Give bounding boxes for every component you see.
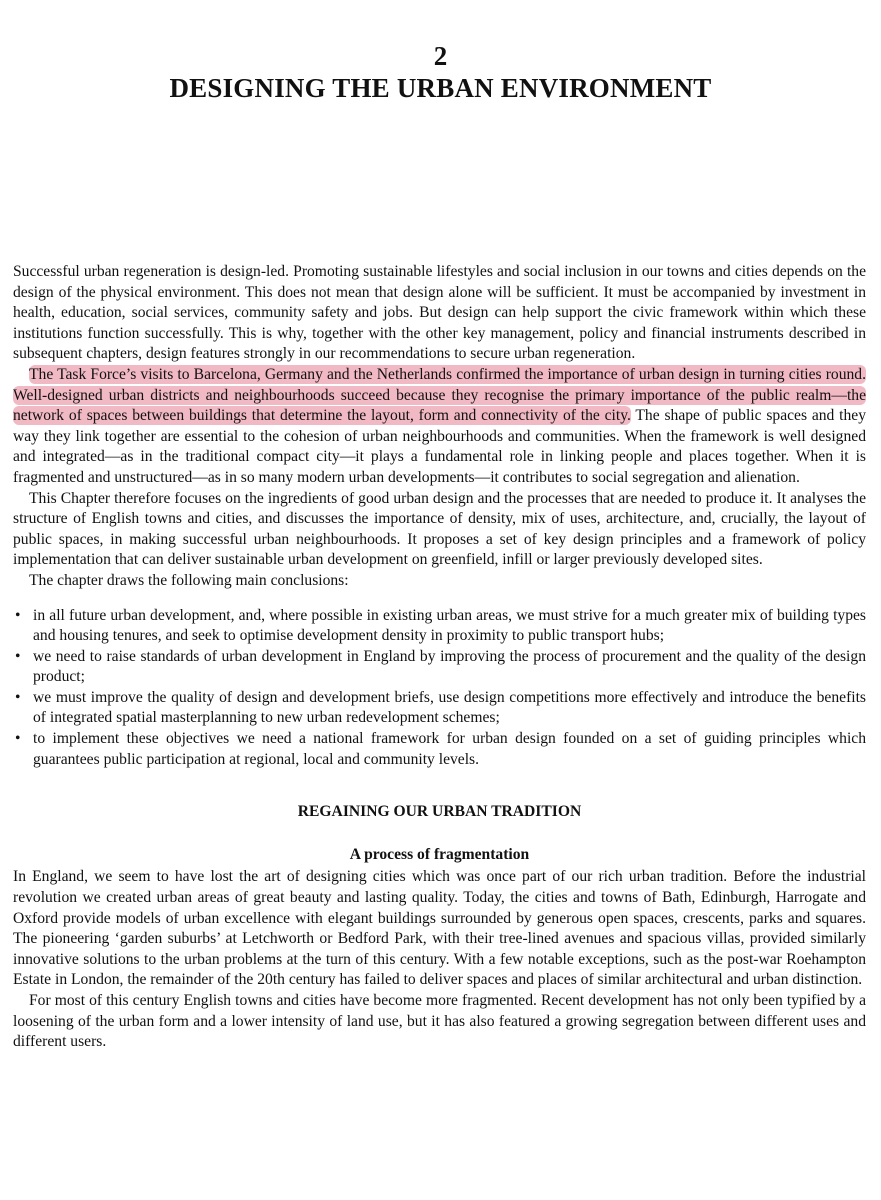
- bullet-icon: •: [15, 730, 21, 748]
- intro-paragraph-2: [13, 365, 866, 489]
- list-item-text: we must improve the quality of design and development briefs, use design competitions more effectively and introduce the benefits of integrated spatial masterplanning to new urban redevelopment schemes;: [33, 688, 866, 727]
- intro-paragraph-2-continuation: The shape of public spaces and they way they link together are essential to the cohesion of urban neighbourhoods and communities. When the framework is well designed and integrated—as in the traditional compact city—it plays a fundamental role in linking people and places together. When it is fragmented and unstructured—as in so many modern urban developments—it contributes to social segregation and alienation.: [13, 407, 866, 486]
- chapter-number: 2: [433, 41, 448, 71]
- intro-paragraph-3: This Chapter therefore focuses on the ingredients of good urban design and the processes that are needed to produce it. It analyses the structure of English towns and cities, and discusses the importance of density, mix of uses, architecture, and, crucially, the layout of public spaces, in making successful urban neighbourhoods. It proposes a set of key design principles and a framework of policy implementation that can deliver sustainable urban development on greenfield, infill or larger previously developed sites.: [13, 489, 866, 569]
- bullet-icon: •: [15, 606, 21, 624]
- list-item-text: we need to raise standards of urban development in England by improving the process of procurement and the quality of the design product;: [33, 647, 866, 686]
- list-item-text: to implement these objectives we need a national framework for urban design founded on a set of guiding principles which guarantees public participation at regional, local and community levels.: [33, 730, 866, 768]
- bullet-icon: •: [15, 647, 21, 665]
- list-item: [13, 688, 866, 729]
- list-item-text: in all future urban development, and, where possible in existing urban areas, we must strive for a much greater mix of building types and housing tenures, and seek to optimise development density in proximity to public transport hubs;: [33, 606, 866, 645]
- highlighted-passage: The Task Force’s visits to Barcelona, Germany and the Netherlands confirmed the importance of urban design in turning cities round. Well-designed urban districts and neighbourhoods succeed because they recognise the primary importance of the public realm—the network of spaces between buildings that determine the layout, form and connectivity of the city.: [13, 365, 866, 425]
- section-paragraph-2: For most of this century English towns and cities have become more fragmented. Recent development has not only been typified by a loosening of the urban form and a lower intensity of land use, but it has also featured a growing segregation between different uses and different users.: [13, 992, 866, 1051]
- section-heading: REGAINING OUR URBAN TRADITION: [297, 803, 582, 821]
- document-body: [13, 262, 866, 1053]
- section-paragraph-1: In England, we seem to have lost the art of designing cities which was once part of our rich urban tradition. Before the industrial revolution we created urban areas of great beauty and lasting quality. Today, the cities and towns of Bath, Edinburgh, Harrogate and Oxford provide models of urban excellence with elegant buildings surrounded by generous open spaces, crescents, parks and squares. The pioneering ‘garden suburbs’ at Letchworth or Bedford Park, with their tree-lined avenues and spacious villas, provided similarly innovative solutions to the urban problems at the turn of this century. With a few notable exceptions, such as the post-war Roehampton Estate in London, the remainder of the 20th century has failed to deliver spaces and places of similar architectural and urban distinction.: [13, 868, 866, 989]
- intro-paragraph-4: The chapter draws the following main conclusions:: [29, 571, 349, 589]
- intro-paragraph-1: Successful urban regeneration is design-led. Promoting sustainable lifestyles and social inclusion in our towns and cities depends on the design of the physical environment. This does not mean that design alone will be sufficient. It must be accompanied by investment in health, education, social services, community safety and jobs. But design can help support the civic framework within which these institutions function successfully. This is why, together with the other key management, policy and financial instruments described in subsequent chapters, design features strongly in our recommendations to secure urban regeneration.: [13, 263, 866, 363]
- list-item: [13, 606, 866, 647]
- list-item: [13, 647, 866, 688]
- conclusions-list: [13, 606, 866, 771]
- chapter-title: DESIGNING THE URBAN ENVIRONMENT: [169, 73, 712, 103]
- subsection-heading: A process of fragmentation: [349, 845, 530, 863]
- list-item: [13, 729, 866, 770]
- bullet-icon: •: [15, 688, 21, 706]
